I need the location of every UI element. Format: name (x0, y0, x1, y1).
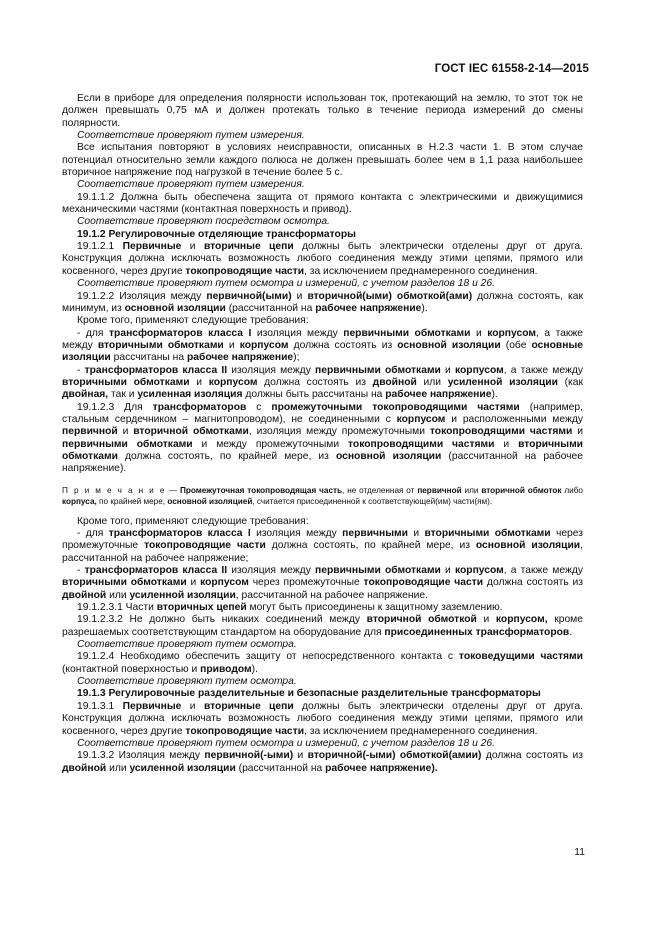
defined-term: трансформаторов класса I (108, 528, 251, 539)
defined-term: корпусом (208, 376, 258, 388)
text-run: 19.1.2.3 Для (77, 401, 153, 413)
text-run: и (572, 426, 583, 438)
text-run: или (461, 485, 482, 495)
text-run: и (440, 565, 455, 577)
compliance-check-text (62, 130, 583, 142)
standard-designation: ГОСТ IEC 61558-2-14—2015 (434, 63, 589, 75)
paragraph (62, 701, 583, 738)
paragraph (62, 516, 583, 528)
text-run: с (246, 401, 272, 413)
text-run: - для (77, 327, 110, 339)
compliance-check-text (62, 639, 583, 651)
text-run: - (77, 565, 85, 577)
text-run: , изоляция между промежуточными (248, 426, 430, 438)
defined-term: приводом (200, 663, 252, 675)
defined-term: токопроводящими частями (429, 426, 573, 438)
text-run: — (165, 485, 180, 495)
paragraph (62, 602, 583, 614)
defined-term: первичной (417, 485, 462, 495)
text-run: и расположенными между (445, 413, 584, 425)
text-run: 19.1.2.3.2 Не должно быть никаких соединений между (77, 614, 367, 626)
text-run: Соответствие проверяют путем измерения. (77, 130, 305, 142)
defined-term: промежуточными токопроводящими частями (271, 401, 520, 413)
text-run: должны быть электрически отделены друг от друга. Конструкция должна исключать возможность любого соединения между этими цепями, прямого или косвенного, через другие (62, 241, 583, 277)
section-heading (62, 688, 583, 700)
defined-term: основной изоляции (397, 339, 501, 351)
defined-term: вторичными обмотками (97, 339, 224, 351)
text-run: должна состоять, как минимум, из (62, 290, 583, 314)
text-run: Соответствие проверяют посредством осмотра. (77, 216, 330, 228)
defined-term: вторичной обмотками (133, 426, 249, 438)
defined-term: усиленной изоляции (129, 589, 236, 601)
defined-term: вторичные цепи (203, 241, 294, 253)
text-run: изоляция между (251, 327, 344, 339)
section-heading (62, 229, 583, 241)
text-run: , а также между (503, 364, 584, 376)
text-run: либо (561, 485, 583, 495)
defined-term: токопроводящие части (185, 725, 305, 737)
defined-term: вторичными обмотками (424, 528, 551, 539)
paragraph (62, 750, 583, 775)
paragraph (62, 291, 583, 316)
text-run: и (408, 528, 425, 539)
defined-term: первичной(-ыми) (204, 750, 294, 762)
defined-term: вторичными обмотками (62, 577, 187, 589)
text-run: (обе (500, 339, 532, 351)
text-run: должна состоять, по крайней мере, из (265, 540, 476, 552)
text-run: или (106, 762, 130, 774)
text-run: и (470, 327, 488, 339)
text-run: и (494, 438, 519, 450)
text-run: через промежуточные (62, 528, 584, 552)
defined-term: корпусом (487, 327, 536, 339)
text-run: , а также между (62, 327, 584, 351)
defined-term: токопроводящие части (363, 577, 484, 589)
defined-term: усиленной изоляции (447, 376, 558, 388)
defined-term: вторичной обмоткой (366, 614, 477, 626)
defined-term: основные изоляции (62, 339, 583, 364)
text-run: (как (557, 376, 584, 388)
text-run: так и (108, 389, 138, 401)
defined-term: токопроводящие части (144, 540, 266, 552)
defined-term: корпуса, (62, 496, 97, 506)
text-run: (контактной поверхностью и (62, 663, 201, 675)
defined-term: корпусом (454, 364, 504, 376)
defined-term: вторичными обмотками (62, 438, 584, 462)
defined-term: трансформаторов класса I (109, 327, 252, 339)
text-run: (рассчитанной на рабочее напряжение). (62, 450, 583, 475)
defined-term: двойной (62, 589, 107, 601)
paragraph (62, 192, 583, 217)
text-run: должна состоять из (257, 376, 373, 388)
defined-term: вторичных цепей (156, 602, 247, 614)
defined-term: трансформаторов (152, 401, 247, 413)
defined-term: корпусом, (495, 614, 548, 626)
defined-term: рабочее напряжение (385, 389, 492, 401)
defined-term: первичной(ыми) (206, 290, 292, 302)
defined-term: трансформаторов класса II (84, 565, 228, 577)
text-run: через промежуточные (248, 577, 364, 589)
defined-term: двойная, (62, 389, 109, 401)
text-run: кроме разрешаемых соответствующим стандартом на оборудование для (62, 614, 583, 638)
paragraph (62, 402, 583, 476)
text-run: , а также между (503, 565, 584, 577)
text-run: , рассчитанной на рабочее напряжение. (235, 589, 428, 601)
text-run: и (476, 614, 496, 626)
text-run: 19.1.2.4 Необходимо обеспечить защиту от непосредственного контакта с (77, 651, 459, 663)
paragraph (62, 328, 583, 365)
text-run: Соответствие проверяют путем осмотра и измерений, с учетом разделов 18 и 26. (77, 278, 495, 290)
text-run: Кроме того, применяют следующие требования: (77, 315, 309, 327)
text-run: 19.1.2 Регулировочные отделяющие трансформаторы (77, 228, 356, 240)
defined-term: рабочее напряжение (315, 302, 422, 314)
text-run: 19.1.2.2 Изоляция между (77, 290, 207, 302)
text-run: или (416, 376, 448, 388)
defined-term: первичными обмотками (315, 364, 441, 376)
text-run: , за исключением преднамеренного соединения. (304, 725, 538, 737)
text-run: изоляция между (227, 364, 315, 376)
text-run: ); (293, 352, 300, 364)
note-paragraph (62, 485, 583, 507)
defined-term: Первичные (122, 241, 182, 253)
defined-term: вторичной(ыми) обмоткой(ами) (307, 290, 473, 302)
compliance-check-text (62, 738, 583, 750)
defined-term: двойной (62, 762, 107, 774)
paragraph (62, 651, 583, 676)
text-run: и (291, 290, 308, 302)
document-body (62, 93, 583, 775)
text-run: и между промежуточными (192, 438, 348, 450)
defined-term: первичными обмотками (315, 565, 441, 577)
text-run: (например, стальным сердечником – магнитопроводом), не соединенными с (62, 401, 583, 425)
defined-term: корпусом (200, 577, 249, 589)
defined-term: рабочее напряжение (186, 352, 294, 364)
defined-term: трансформаторов класса II (84, 364, 228, 376)
text-run: должна состоять из (481, 750, 583, 762)
text-run: рассчитаны на (110, 352, 187, 364)
defined-term: вторичной(-ыми) обмоткой(амии) (307, 750, 482, 762)
text-run: 19.1.3 Регулировочные разделительные и безопасные разделительные трансформаторы (77, 688, 541, 700)
defined-term: Первичные (122, 700, 182, 712)
paragraph (62, 142, 583, 179)
text-run: ). (421, 302, 428, 314)
defined-term: токопроводящими частями (348, 438, 495, 450)
text-run: - для (77, 528, 109, 539)
defined-term: присоединенных трансформаторов (384, 626, 570, 638)
text-run: 19.1.3.2 Изоляция между (77, 750, 205, 762)
defined-term: вторичные цепи (203, 700, 294, 712)
text-run: Соответствие проверяют путем осмотра. (77, 639, 297, 651)
defined-term: корпусом (396, 413, 446, 425)
text-run: изоляция между (227, 565, 315, 577)
text-run: и (186, 577, 201, 589)
paragraph (62, 315, 583, 327)
text-run: Соответствие проверяют путем измерения. (77, 179, 305, 191)
text-run: изоляция между (250, 528, 343, 539)
defined-term: усиленной изоляции (129, 762, 236, 774)
text-run: (рассчитанной на (235, 762, 326, 774)
defined-term: основной изоляции (475, 540, 581, 552)
defined-term: рабочее напряжение). (325, 762, 438, 774)
text-run: и (293, 750, 308, 762)
text-run: - (77, 364, 85, 376)
text-run: должны быть рассчитаны на (242, 389, 386, 401)
defined-term: вторичной обмоток (481, 485, 562, 495)
text-run: и (181, 700, 204, 712)
defined-term: Промежуточная токопроводящая часть (179, 485, 343, 495)
text-run: 19.1.1.2 Должна быть обеспечена защита от прямого контакта с электрическими и движущимися механическими частями (контактная поверхность и привод). (62, 191, 583, 216)
paragraph (62, 241, 583, 278)
text-run: должна состоять из (483, 577, 583, 589)
text-run: и (117, 426, 134, 438)
text-run: П р и м е ч а н и е (62, 485, 166, 495)
defined-term: токоведущими частями (458, 651, 583, 663)
defined-term: первичными обмотками (62, 438, 193, 450)
text-run: Кроме того, применяют следующие требования: (77, 515, 309, 527)
text-run: , за исключением преднамеренного соединения. (304, 265, 538, 277)
defined-term: корпусом (454, 565, 504, 577)
defined-term: основной изоляцией (167, 496, 253, 506)
compliance-check-text (62, 278, 583, 290)
text-run: Все испытания повторяют в условиях неисправности, описанных в Н.2.3 части 1. В этом случае потенциал относительно земли каждого полюса не должен превышать более чем в 1,1 раза наибольшее вторичное напряжение под нагрузкой в течение более 5 с. (62, 142, 583, 179)
text-run: должна состоять из (288, 339, 398, 351)
paragraph (62, 614, 583, 639)
text-run: должны быть электрически отделены друг от друга. Конструкция должна исключать возможность любого соединения между этими цепями, прямого или косвенного, через другие (62, 700, 583, 737)
text-run: и (223, 339, 240, 351)
text-run: , рассчитанной на рабочее напряжение; (62, 540, 584, 564)
defined-term: первичными (342, 528, 408, 539)
defined-term: двойной (372, 376, 417, 388)
text-run: 19.1.2.3.1 Части (77, 602, 157, 614)
text-run: ). (491, 389, 498, 401)
text-run: Соответствие проверяют путем осмотра. (77, 676, 297, 688)
text-run: ). (251, 663, 258, 675)
paragraph (62, 93, 583, 130)
page-number: 11 (574, 847, 585, 858)
compliance-check-text (62, 216, 583, 228)
compliance-check-text (62, 676, 583, 688)
text-run: и (440, 364, 455, 376)
paragraph (62, 528, 583, 565)
defined-term: токопроводящие части (185, 265, 305, 277)
paragraph (62, 565, 583, 602)
text-run: должна состоять, по крайней мере, из (117, 450, 336, 462)
text-run: , не отделенная от (342, 485, 418, 495)
text-run: и (181, 241, 204, 253)
defined-term: первичными обмотками (343, 327, 471, 339)
defined-term: основной изоляции (335, 450, 442, 462)
text-run: могут быть присоединены к защитному заземлению. (246, 602, 503, 614)
defined-term: основной изоляции (124, 302, 226, 314)
defined-term: корпусом (239, 339, 289, 351)
defined-term: усиленная изоляция (137, 389, 243, 401)
text-run: Если в приборе для определения полярности использован ток, протекающий на землю, то этот ток не должен превышать 0,75 мА и должен протекать только в течение периода измерений до смены полярности. (62, 93, 583, 129)
compliance-check-text (62, 179, 583, 191)
text-run: и (189, 376, 209, 388)
text-run: 19.1.3.1 (77, 700, 123, 712)
text-run: Соответствие проверяют путем осмотра и измерений, с учетом разделов 18 и 26. (77, 737, 495, 749)
text-run: . (569, 626, 573, 638)
defined-term: первичной (62, 426, 118, 438)
text-run: , считается присоединенной к соответствующей(им) части(ям). (252, 496, 493, 506)
text-run: или (106, 589, 130, 601)
text-run: 19.1.2.1 (77, 241, 123, 253)
text-run: по крайней мере, (96, 496, 168, 506)
paragraph (62, 365, 583, 402)
text-run: (рассчитанной на (225, 302, 316, 314)
defined-term: вторичными обмотками (62, 376, 190, 388)
